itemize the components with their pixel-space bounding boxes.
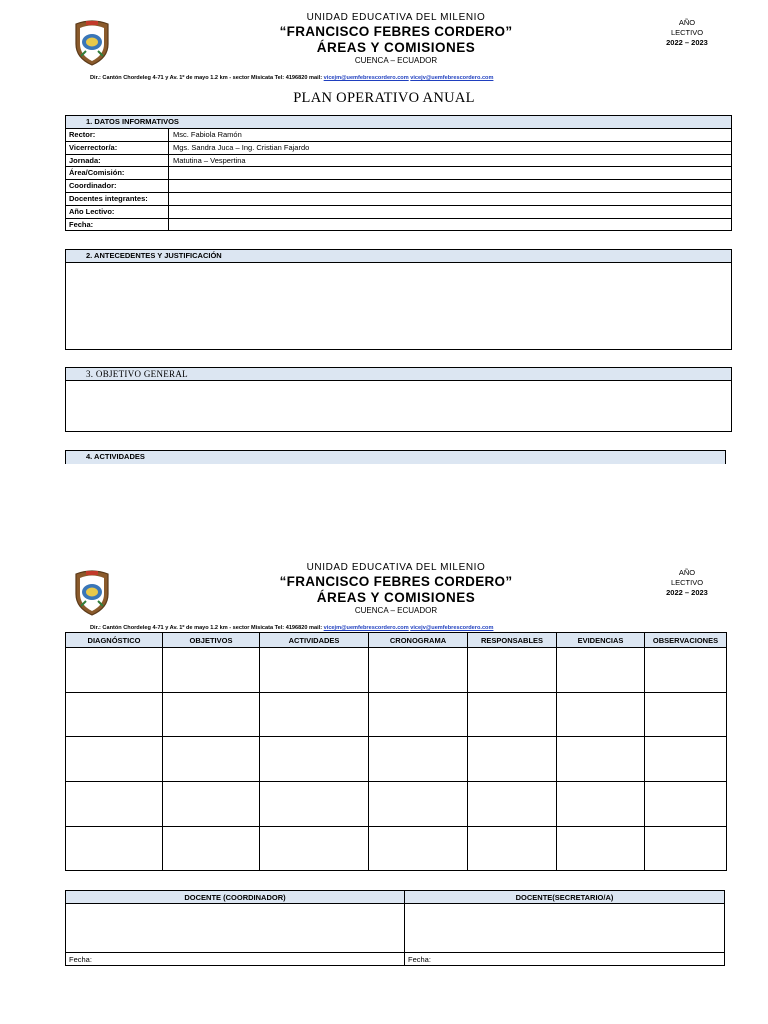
col-header-cronograma: CRONOGRAMA — [369, 633, 468, 648]
table-cell[interactable] — [645, 692, 727, 737]
info-row — [66, 180, 731, 193]
school-crest-logo — [72, 18, 112, 66]
info-value[interactable] — [169, 193, 731, 205]
signature-date-secretario: Fecha: — [405, 953, 725, 966]
table-cell[interactable] — [163, 826, 260, 871]
info-value[interactable]: Matutina – Vespertina — [173, 155, 246, 165]
table-cell[interactable] — [260, 782, 369, 827]
info-label: Año Lectivo: — [66, 206, 169, 218]
signatures-table — [65, 890, 725, 966]
info-row — [66, 219, 731, 232]
table-cell[interactable] — [645, 826, 727, 871]
table-cell[interactable] — [369, 782, 468, 827]
info-value[interactable] — [169, 206, 731, 218]
table-cell[interactable] — [369, 826, 468, 871]
section-heading: 2. ANTECEDENTES Y JUSTIFICACIÓN — [66, 250, 731, 263]
table-row — [66, 737, 727, 782]
page1-header — [0, 12, 768, 82]
school-address: Dir.: Cantón Chordeleg 4-71 y Av. 1º de mayo 1.2 km - sector Misicata Tel: 4196820 mail: vicejm@uemfebrescordero.com vicejv@uemfebrescordero.com — [90, 75, 494, 81]
table-cell[interactable] — [66, 692, 163, 737]
table-cell[interactable] — [468, 648, 557, 693]
table-cell[interactable] — [369, 692, 468, 737]
table-cell[interactable] — [557, 648, 645, 693]
table-cell[interactable] — [369, 737, 468, 782]
signature-date-coordinador: Fecha: — [66, 953, 405, 966]
info-label: Área/Comisión: — [66, 167, 169, 179]
table-cell[interactable] — [66, 737, 163, 782]
table-cell[interactable] — [468, 737, 557, 782]
info-label: Fecha: — [66, 219, 169, 232]
table-cell[interactable] — [645, 782, 727, 827]
mail-link-1[interactable]: vicejm@uemfebrescordero.com — [323, 625, 409, 631]
table-cell[interactable] — [557, 737, 645, 782]
info-row — [66, 142, 731, 155]
col-header-observaciones: OBSERVACIONES — [645, 633, 727, 648]
section-actividades — [65, 450, 726, 464]
header-subtitle: ÁREAS Y COMISIONES — [316, 590, 476, 605]
activities-table — [65, 632, 727, 871]
info-label: Vicerrector/a: — [66, 142, 169, 154]
table-cell[interactable] — [66, 826, 163, 871]
table-cell[interactable] — [260, 737, 369, 782]
table-row — [66, 826, 727, 871]
section-heading: 1. DATOS INFORMATIVOS — [66, 116, 731, 129]
section-heading: 4. ACTIVIDADES — [66, 451, 725, 464]
table-row — [66, 692, 727, 737]
table-cell[interactable] — [557, 782, 645, 827]
info-value[interactable]: Mgs. Sandra Juca – Ing. Cristian Fajardo — [173, 142, 310, 152]
info-row — [66, 155, 731, 168]
table-cell[interactable] — [66, 782, 163, 827]
table-cell[interactable] — [66, 648, 163, 693]
table-row — [66, 648, 727, 693]
mail-link-2[interactable]: vicejv@uemfebrescordero.com — [410, 625, 494, 631]
mail-link-1[interactable]: vicejm@uemfebrescordero.com — [323, 75, 409, 81]
signature-header-secretario: DOCENTE(SECRETARIO/A) — [405, 891, 725, 904]
school-type: UNIDAD EDUCATIVA DEL MILENIO — [306, 12, 486, 23]
table-cell[interactable] — [557, 826, 645, 871]
table-cell[interactable] — [163, 692, 260, 737]
table-cell[interactable] — [468, 782, 557, 827]
table-cell[interactable] — [260, 826, 369, 871]
table-cell[interactable] — [369, 648, 468, 693]
col-header-responsables: RESPONSABLES — [468, 633, 557, 648]
section-heading: 3. OBJETIVO GENERAL — [66, 368, 731, 381]
table-cell[interactable] — [260, 692, 369, 737]
col-header-actividades: ACTIVIDADES — [260, 633, 369, 648]
info-label: Coordinador: — [66, 180, 169, 192]
table-cell[interactable] — [557, 692, 645, 737]
signature-space-coordinador[interactable] — [66, 904, 405, 953]
info-label: Docentes integrantes: — [66, 193, 169, 205]
table-cell[interactable] — [260, 648, 369, 693]
signature-space-secretario[interactable] — [405, 904, 725, 953]
school-crest-logo — [72, 568, 112, 616]
info-label: Jornada: — [66, 155, 169, 167]
info-row — [66, 206, 731, 219]
info-value[interactable] — [169, 180, 731, 192]
info-row — [66, 129, 731, 142]
table-cell[interactable] — [163, 737, 260, 782]
school-location: CUENCA – ECUADOR — [354, 56, 438, 65]
col-header-objetivos: OBJETIVOS — [163, 633, 260, 648]
school-name: “FRANCISCO FEBRES CORDERO” — [279, 24, 513, 39]
table-cell[interactable] — [468, 692, 557, 737]
page-title: PLAN OPERATIVO ANUAL — [293, 90, 475, 106]
mail-link-2[interactable]: vicejv@uemfebrescordero.com — [410, 75, 494, 81]
info-label: Rector: — [66, 129, 169, 141]
table-row — [66, 782, 727, 827]
info-row — [66, 167, 731, 180]
table-cell[interactable] — [645, 737, 727, 782]
info-table — [66, 129, 731, 231]
school-location: CUENCA – ECUADOR — [354, 606, 438, 615]
section-objetivo-general — [65, 367, 732, 432]
col-header-evidencias: EVIDENCIAS — [557, 633, 645, 648]
school-name: “FRANCISCO FEBRES CORDERO” — [279, 574, 513, 589]
info-value[interactable] — [169, 167, 731, 179]
page2-header — [0, 562, 768, 632]
section-antecedentes — [65, 249, 732, 350]
section-datos-informativos — [65, 115, 732, 231]
school-year-block: AÑO LECTIVO 2022 – 2023 — [666, 18, 708, 47]
school-type: UNIDAD EDUCATIVA DEL MILENIO — [306, 562, 486, 573]
table-cell[interactable] — [163, 782, 260, 827]
school-year-block: AÑO LECTIVO 2022 – 2023 — [666, 568, 708, 597]
table-cell[interactable] — [163, 648, 260, 693]
info-value[interactable] — [169, 219, 731, 232]
info-row — [66, 193, 731, 206]
col-header-diagnostico: DIAGNÓSTICO — [66, 633, 163, 648]
signature-header-coordinador: DOCENTE (COORDINADOR) — [66, 891, 405, 904]
table-cell[interactable] — [468, 826, 557, 871]
school-address: Dir.: Cantón Chordeleg 4-71 y Av. 1º de mayo 1.2 km - sector Misicata Tel: 4196820 mail: vicejm@uemfebrescordero.com vicejv@uemfebrescordero.com — [90, 625, 494, 631]
info-value[interactable]: Msc. Fabiola Ramón — [173, 130, 242, 139]
header-subtitle: ÁREAS Y COMISIONES — [316, 40, 476, 55]
table-cell[interactable] — [645, 648, 727, 693]
